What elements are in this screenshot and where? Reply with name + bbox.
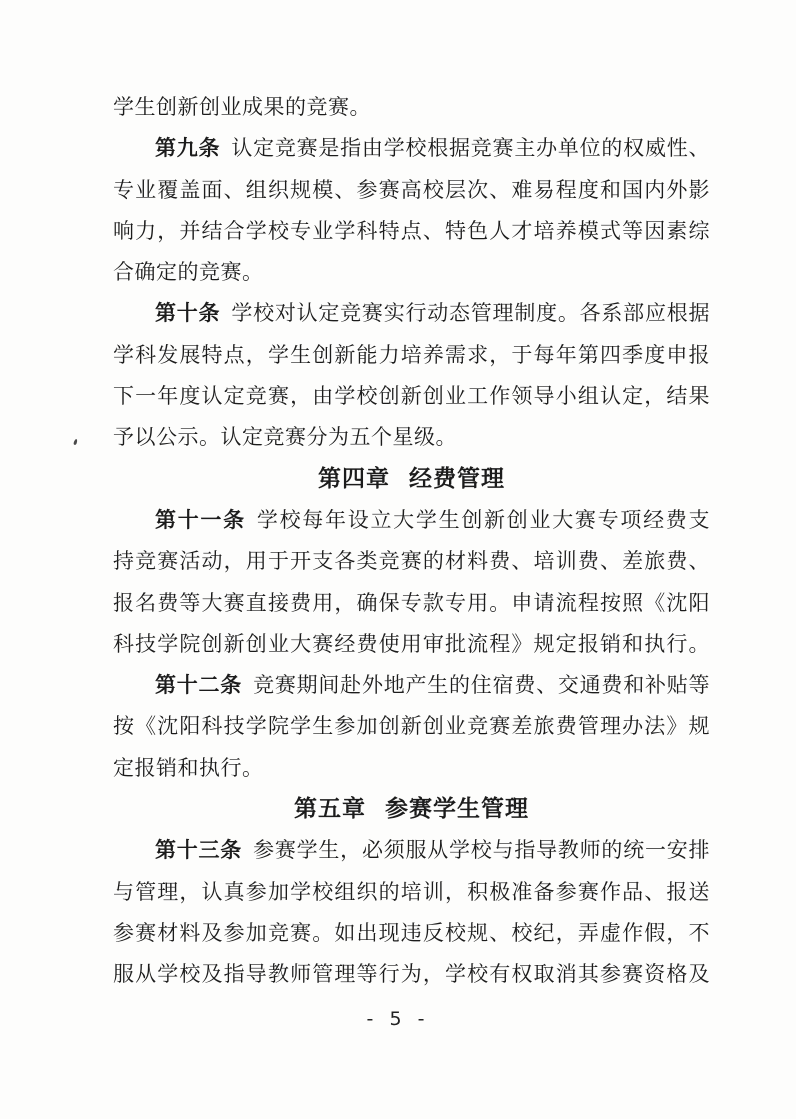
scan-artifact-dot xyxy=(73,439,78,446)
text-line xyxy=(113,500,710,541)
line-text: 参赛学生，必须服从学校与指导教师的统一安排 xyxy=(253,838,710,863)
line-text: 学校每年设立大学生创新创业大赛专项经费支 xyxy=(256,507,710,532)
line-text: 学生创新创业成果的竞赛。 xyxy=(113,95,371,119)
chapter-heading xyxy=(113,789,710,830)
text-line xyxy=(113,293,710,334)
line-text: 持竞赛活动，用于开支各类竞赛的材料费、培训费、差旅费、 xyxy=(113,549,710,574)
line-text: 定报销和执行。 xyxy=(113,755,264,780)
article-number: 第十条 xyxy=(155,301,221,326)
article-number: 第十三条 xyxy=(155,838,243,863)
line-text: 合确定的竞赛。 xyxy=(113,260,264,285)
text-line xyxy=(113,541,710,582)
line-text: 响力，并结合学校专业学科特点、特色人才培养模式等因素综 xyxy=(113,218,710,243)
text-line xyxy=(113,335,710,376)
line-text: 学科发展特点，学生创新能力培养需求，于每年第四季度申报 xyxy=(113,342,710,367)
line-text: 学校对认定竞赛实行动态管理制度。各系部应根据 xyxy=(231,301,710,326)
line-text: 专业覆盖面、组织规模、参赛高校层次、难易程度和国内外影 xyxy=(113,177,710,202)
text-line xyxy=(113,417,710,458)
chapter-heading-text: 第五章 参赛学生管理 xyxy=(293,796,529,823)
line-text: 参赛材料及参加竞赛。如出现违反校规、校纪，弄虚作假，不 xyxy=(113,920,710,945)
text-line xyxy=(113,128,710,169)
text-line xyxy=(113,748,710,789)
text-line xyxy=(113,665,710,706)
text-line xyxy=(113,87,710,128)
text-line xyxy=(113,252,710,293)
article-number: 第十二条 xyxy=(155,673,243,698)
article-number: 第十一条 xyxy=(155,507,246,532)
text-line xyxy=(113,830,710,871)
article-number: 第九条 xyxy=(155,136,221,161)
chapter-heading xyxy=(113,459,710,500)
text-line xyxy=(113,954,710,995)
text-line xyxy=(113,211,710,252)
line-text: 科技学院创新创业大赛经费使用审批流程》规定报销和执行。 xyxy=(113,631,710,656)
text-line xyxy=(113,706,710,747)
page-number: - 5 - xyxy=(366,1008,430,1030)
chapter-heading-text: 第四章 经费管理 xyxy=(317,465,505,492)
line-text: 与管理，认真参加学校组织的培训，积极准备参赛作品、报送 xyxy=(113,879,710,904)
line-text: 竞赛期间赴外地产生的住宿费、交通费和补贴等 xyxy=(253,673,710,698)
text-line xyxy=(113,913,710,954)
line-text: 按《沈阳科技学院学生参加创新创业竞赛差旅费管理办法》规 xyxy=(113,714,710,739)
line-text: 报名费等大赛直接费用，确保专款专用。申请流程按照《沈阳 xyxy=(113,590,710,615)
line-text: 予以公示。认定竞赛分为五个星级。 xyxy=(113,425,457,450)
text-line xyxy=(113,872,710,913)
text-line xyxy=(113,170,710,211)
text-line xyxy=(113,624,710,665)
line-text: 服从学校及指导教师管理等行为，学校有权取消其参赛资格及 xyxy=(113,962,710,987)
line-text: 认定竞赛是指由学校根据竞赛主办单位的权威性、 xyxy=(231,136,710,161)
line-text: 下一年度认定竞赛，由学校创新创业工作领导小组认定，结果 xyxy=(113,384,710,409)
text-line xyxy=(113,583,710,624)
document-body xyxy=(113,87,710,996)
text-line xyxy=(113,376,710,417)
